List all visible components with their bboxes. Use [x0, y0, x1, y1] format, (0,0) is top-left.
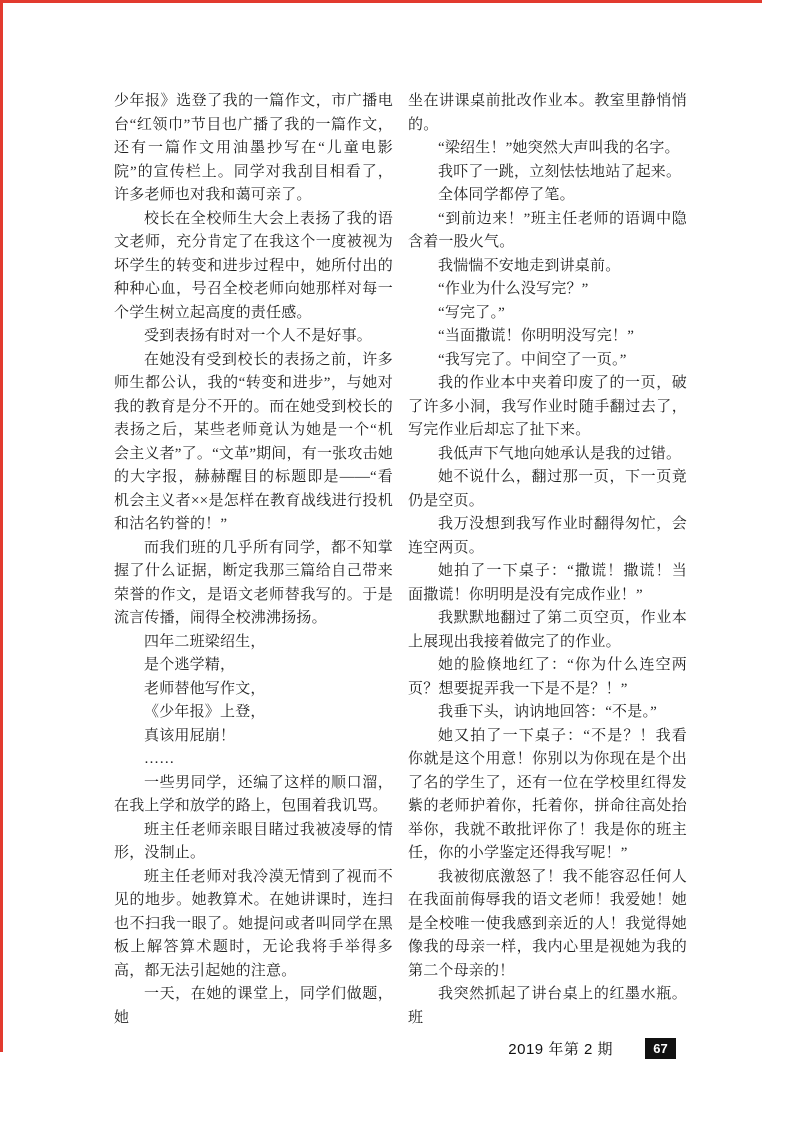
- paragraph: 我万没想到我写作业时翻得匆忙，会连空两页。: [408, 516, 687, 556]
- paragraph: 她又拍了一下桌子：“不是？！我看你就是这个用意！你别以为你现在是个出了名的学生了，还有一位在学校里红得发紫的老师护着你，托着你，拼命往高处抬举你，我就不敢批评你了！我是你的班主任，你的小学鉴定还得我写呢！”: [408, 727, 687, 861]
- paragraph: 我默默地翻过了第二页空页，作业本上展现出我接着做完了的作业。: [408, 610, 687, 650]
- verse-line: 是个逃学精，: [144, 657, 236, 673]
- ellipsis-line: ……: [144, 751, 175, 767]
- page-edge-mark-top: [0, 0, 762, 3]
- paragraph: 她的脸倏地红了：“你为什么连空两页？想要捉弄我一下是不是？！”: [408, 657, 687, 697]
- paragraph: 班主任老师亲眼目睹过我被凌辱的情形，没制止。: [114, 821, 393, 861]
- paragraph: 校长在全校师生大会上表扬了我的语文老师，充分肯定了在我这个一度被视为坏学生的转变和进步过程中，她所付出的种种心血，号召全校老师向她那样对每一个学生树立起高度的责任感。: [114, 210, 393, 321]
- paragraph: 全体同学都停了笔。: [438, 187, 575, 203]
- paragraph: 坐在讲课桌前批改作业本。教室里静悄悄的。: [408, 93, 687, 133]
- paragraph: “我写完了。中间空了一页。”: [438, 351, 627, 368]
- paragraph: 在她没有受到校长的表扬之前，许多师生都公认，我的“转变和进步”，与她对我的教育是分不开的。而在她受到校长的表扬之后，某些老师竟认为她是一个“机会主义者”了。“文革”期间，有一张攻击她的大字报，赫赫醒目的标题即是——“看机会主义者××是怎样在教育战线进行投机和沽名钓誉的！”: [114, 351, 393, 532]
- paragraph: 受到表扬有时对一个人不是好事。: [144, 328, 373, 344]
- paragraph: “写完了。”: [438, 304, 506, 321]
- paragraph: “当面撒谎！你明明没写完！”: [438, 328, 635, 344]
- verse-line: 真该用屁崩！: [144, 727, 236, 744]
- paragraph: “作业为什么没写完？”: [438, 281, 589, 297]
- paragraph: 我垂下头，讷讷地回答：“不是。”: [438, 704, 658, 720]
- paragraph: 我突然抓起了讲台桌上的红墨水瓶。班: [408, 986, 687, 1026]
- paragraph: 我惴惴不安地走到讲桌前。: [438, 257, 621, 274]
- paragraph: 她拍了一下桌子：“撒谎！撒谎！当面撒谎！你明明是没有完成作业！”: [408, 563, 687, 603]
- page-number-badge: 67: [645, 1038, 676, 1059]
- paragraph: 我的作业本中夹着印废了的一页，破了许多小洞，我写作业时随手翻过去了，写完作业后却忘了扯下来。: [408, 375, 687, 438]
- paragraph: 她不说什么，翻过那一页，下一页竟仍是空页。: [408, 469, 687, 509]
- paragraph: 我吓了一跳，立刻怯怯地站了起来。: [438, 163, 682, 180]
- issue-label: 2019 年第 2 期: [508, 1041, 613, 1058]
- paragraph: 我低声下气地向她承认是我的过错。: [438, 445, 682, 462]
- text-column-right: [408, 90, 687, 1030]
- verse-line: 《少年报》上登，: [144, 704, 266, 720]
- paragraph: “到前边来！”班主任老师的语调中隐含着一股火气。: [408, 210, 687, 250]
- paragraph: 班主任老师对我冷漠无情到了视而不见的地步。她教算术。在她讲课时，连扫也不扫我一眼了。她提问或者叫同学在黑板上解答算术题时，无论我将手举得多高，都无法引起她的注意。: [114, 868, 393, 979]
- paragraph: 少年报》选登了我的一篇作文，市广播电台“红领巾”节目也广播了我的一篇作文，还有一篇作文用油墨抄写在“儿童电影院”的宣传栏上。同学对我刮目相看了，许多老师也对我和蔼可亲了。: [114, 93, 393, 203]
- paragraph: 我被彻底激怒了！我不能容忍任何人在我面前侮辱我的语文老师！我爱她！她是全校唯一使我感到亲近的人！我觉得她像我的母亲一样，我内心里是视她为我的第二个母亲的！: [408, 868, 687, 979]
- page-edge-mark-left: [0, 0, 3, 1052]
- paragraph: 一些男同学，还编了这样的顺口溜，在我上学和放学的路上，包围着我讥骂。: [114, 774, 393, 814]
- paragraph: 一天，在她的课堂上，同学们做题，她: [114, 986, 393, 1026]
- page-footer: [408, 1038, 676, 1059]
- text-column-left: [114, 90, 393, 1030]
- paragraph: 而我们班的几乎所有同学，都不知掌握了什么证据，断定我那三篇给自己带来荣誉的作文，是语文老师替我写的。于是流言传播，闹得全校沸沸扬扬。: [114, 539, 393, 626]
- paragraph: “梁绍生！”她突然大声叫我的名字。: [438, 140, 680, 156]
- verse-line: 四年二班梁绍生，: [144, 633, 266, 650]
- verse-line: 老师替他写作文，: [144, 680, 266, 697]
